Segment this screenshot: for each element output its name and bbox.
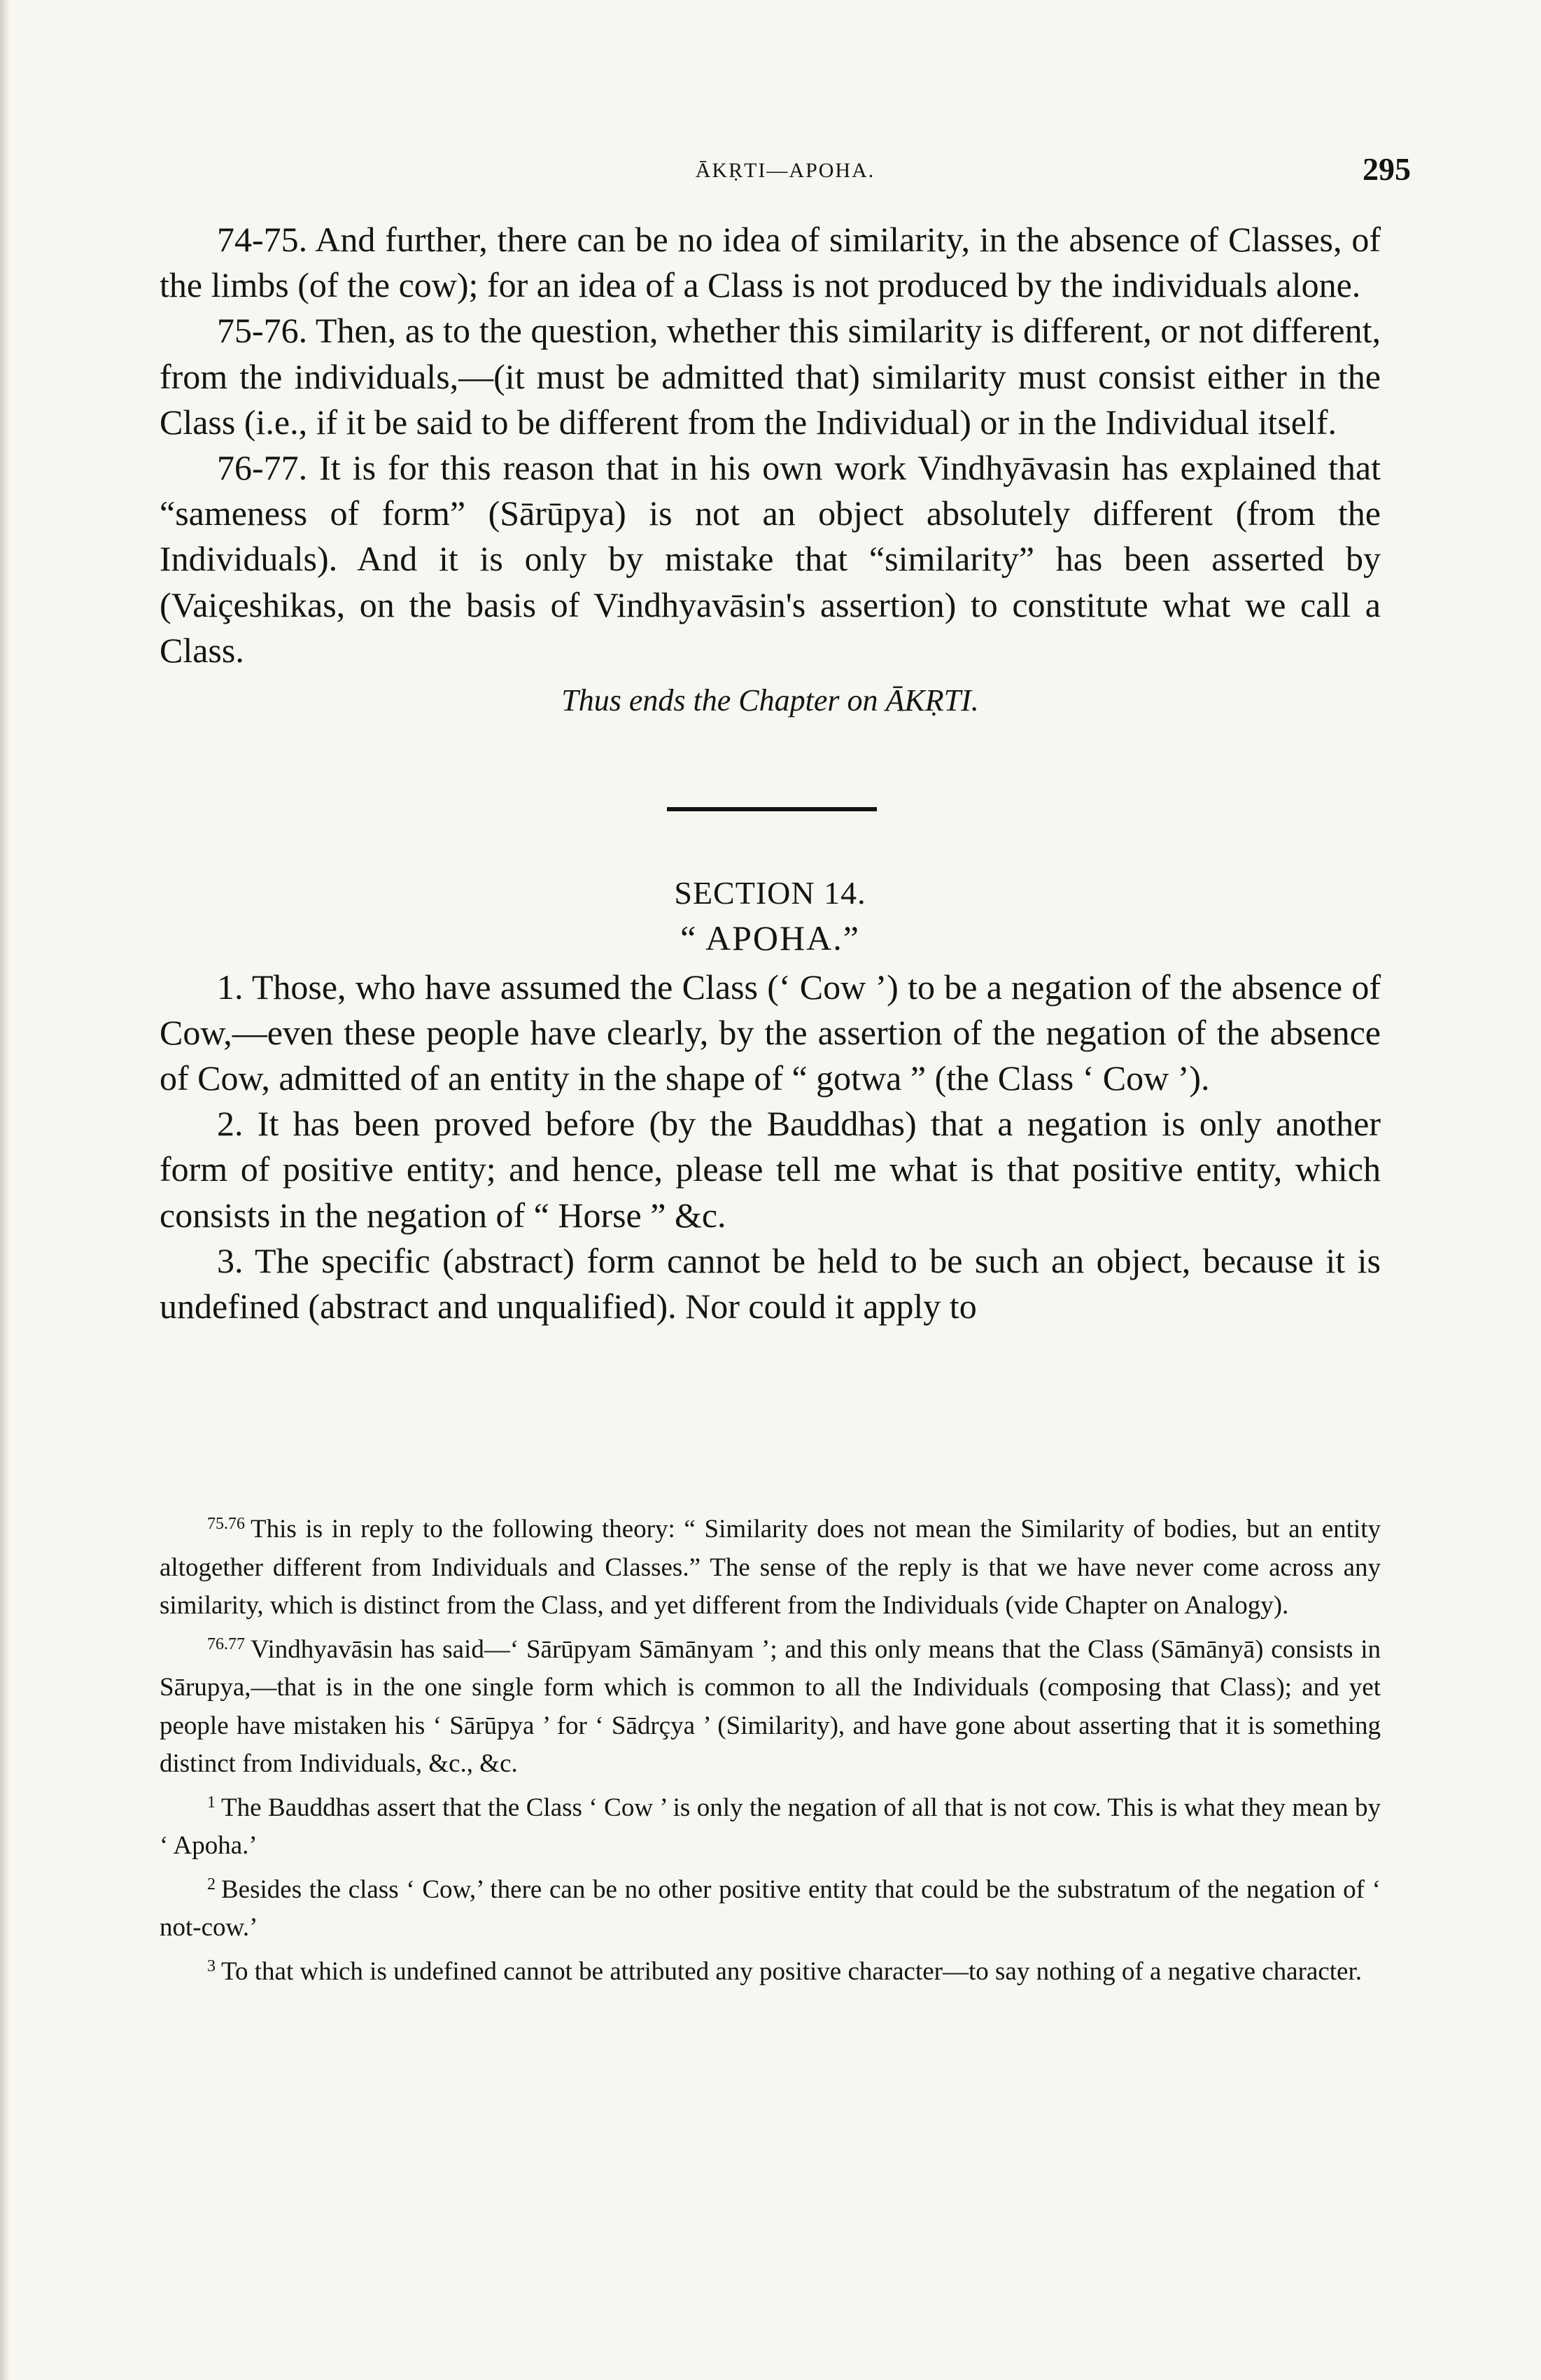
footnote-mark: 2 (207, 1875, 216, 1893)
footnote-2 (160, 1865, 1381, 1947)
paragraph-74-75: 74-75. And further, there can be no idea of similarity, in the absence of Classes, of the limbs (of the cow); for an idea of a Class is not produced by the individuals alone. (160, 220, 1381, 305)
footnote-text: The Bauddhas assert that the Class ‘ Cow ’ is only the negation of all that is not cow. This is what they mean by ‘ Apoha.’ (160, 1793, 1381, 1860)
footnote-text: Vindhyavāsin has said—‘ Sārūpyam Sāmānyam ’; and this only means that the Class (Sāmānyā) consists in Sārupya,—that is in the one single form which is common to all the Individuals (composing that Class); and yet people have mistaken his ‘ Sārūpya ’ for ‘ Sādrçya ’ (Similarity), and have gone about asserting that it is something distinct from Individuals, &c., &c. (160, 1634, 1381, 1778)
section-title: “ APOHA.” (680, 918, 860, 958)
footnote-text: To that which is undefined cannot be attributed any positive character—to say nothing of a negative character. (221, 1956, 1362, 1986)
section-heading: SECTION 14. (674, 875, 866, 911)
footnote-text: Besides the class ‘ Cow,’ there can be no other positive entity that could be the substratum of the negation of ‘ not-cow.’ (160, 1875, 1381, 1942)
footnotes (160, 1505, 1381, 1991)
footnote-mark: 75.76 (207, 1515, 245, 1533)
section-divider (160, 723, 1381, 870)
main-text (160, 217, 1381, 1329)
footnote-1 (160, 1784, 1381, 1865)
footnote-mark: 76.77 (207, 1634, 245, 1653)
footnote-mark: 1 (207, 1793, 216, 1812)
verse-1: 1. Those, who have assumed the Class (‘ Cow ’) to be a negation of the absence of Cow,—even these people have clearly, by the assertion of the negation of the absence of Cow, admitted of an entity in the shape of “ gotwa ” (the Class ‘ Cow ’). (160, 967, 1381, 1098)
divider-rule (667, 807, 877, 811)
running-header (160, 150, 1411, 192)
footnote-75-76 (160, 1505, 1381, 1625)
footnote-3 (160, 1947, 1381, 1991)
paragraph-76-77: 76-77. It is for this reason that in his own work Vindhyāvasin has explained that “sameness of form” (Sārūpya) is not an object absolutely different (from the Individuals). And it is only by mistake that “similarity” has been asserted by (Vaiçeshikas, on the basis of Vindhyavāsin's assertion) to constitute what we call a Class. (160, 448, 1381, 670)
footnote-text: This is in reply to the following theory: “ Similarity does not mean the Similarity of bodies, but an entity altogether different from Individuals and Classes.” The sense of the reply is that we have never come across any similarity, which is distinct from the Class, and yet different from the Individuals (vide Chapter on Analogy). (160, 1515, 1381, 1620)
chapter-end-note: Thus ends the Chapter on ĀKṚTI. (561, 683, 979, 718)
page-number: 295 (1363, 151, 1411, 187)
running-title: ĀKṚTI—APOHA. (695, 159, 875, 182)
footnote-mark: 3 (207, 1956, 216, 1975)
page-edge-shadow (0, 0, 10, 2380)
verse-2: 2. It has been proved before (by the Bauddhas) that a negation is only another form of positive entity; and hence, please tell me what is that positive entity, which consists in the negation of “ Horse ” &c. (160, 1104, 1381, 1235)
footnote-76-77 (160, 1625, 1381, 1784)
verse-3: 3. The specific (abstract) form cannot be held to be such an object, because it is undefined (abstract and unqualified). Nor could it apply to (160, 1240, 1381, 1326)
paragraph-75-76: 75-76. Then, as to the question, whether this similarity is different, or not different, from the individuals,—(it must be admitted that) similarity must consist either in the Class (i.e., if it be said to be different from the Individual) or in the Individual itself. (160, 311, 1381, 442)
